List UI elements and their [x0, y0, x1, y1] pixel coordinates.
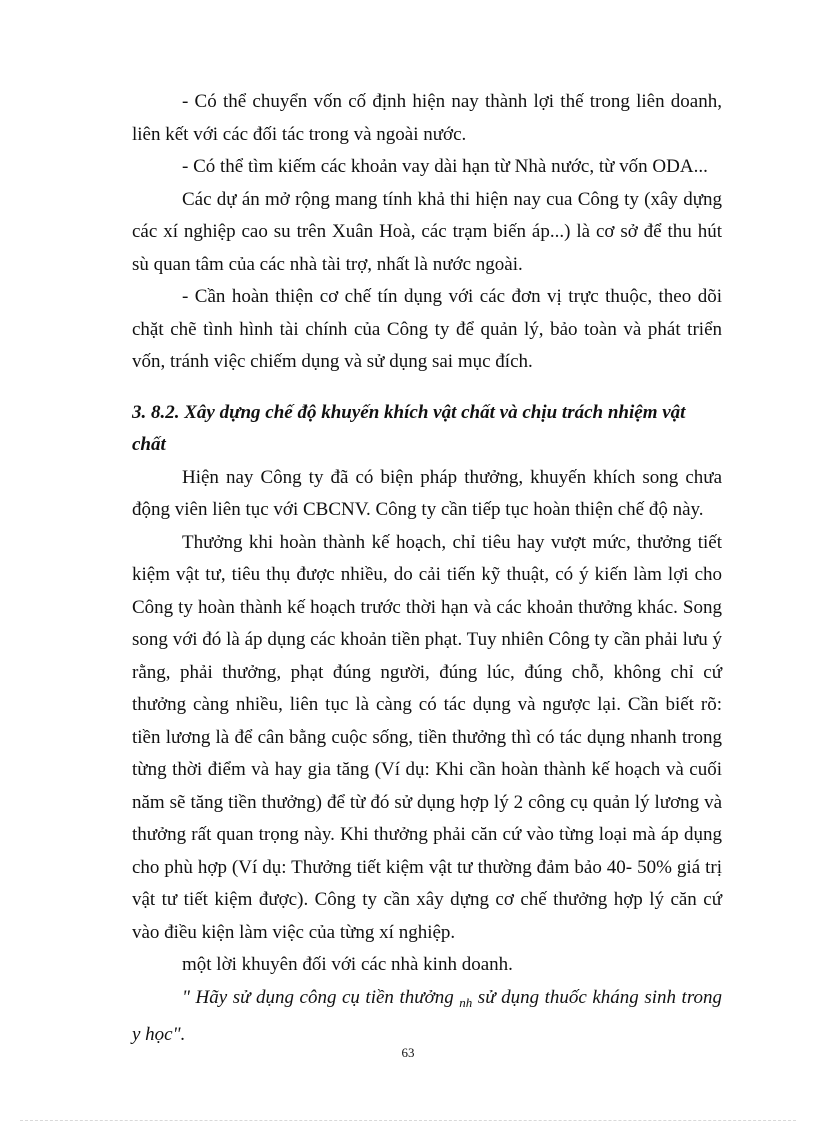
page-bottom-divider — [20, 1120, 796, 1121]
quote-text: " Hãy sử dụng công cụ tiền thưởng — [182, 986, 460, 1008]
body-paragraph: - Có thể tìm kiếm các khoản vay dài hạn từ Nhà nước, từ vốn ODA... — [182, 156, 708, 177]
body-paragraph: một lời khuyên đối với các nhà kinh doanh. — [182, 954, 513, 975]
quote-paragraph — [132, 982, 722, 1052]
section-heading: 3. 8.2. Xây dựng chế độ khuyến khích vật chất và chịu trách nhiệm vật chất — [132, 401, 686, 455]
body-paragraph: Thưởng khi hoàn thành kế hoạch, chỉ tiêu hay vượt mức, thưởng tiết kiệm vật tư, tiêu thụ được nhiều, do cải tiến kỹ thuật, có ý kiến làm lợi cho Công ty hoàn thành kế hoạch trước thời hạn và các khoản thưởng khác. Song song với đó là áp dụng các khoản tiền phạt. Tuy nhiên Công ty cần phải lưu ý rằng, phải thưởng, phạt đúng người, đúng lúc, đúng chỗ, không chỉ cứ thưởng càng nhiều, liên tục là càng có tác dụng và ngược lại. Cần biết rõ: tiền lương là để cân bằng cuộc sống, tiền thưởng thì có tác dụng nhanh trong từng thời điểm và hay gia tăng (Ví dụ: Khi cần hoàn thành kế hoạch và cuối năm sẽ tăng tiền thưởng) để từ đó sử dụng hợp lý 2 công cụ quản lý lương và thưởng rất quan trọng này. Khi thưởng phải căn cứ vào từng loại mà áp dụng cho phù hợp (Ví dụ: Thưởng tiết kiệm vật tư thường đảm bảo 40- 50% giá trị vật tư tiết kiệm được). Công ty cần xây dựng cơ chế thưởng hợp lý căn cứ vào điều kiện làm việc của từng xí nghiệp. — [132, 531, 722, 943]
body-paragraph: Hiện nay Công ty đã có biện pháp thưởng, khuyến khích song chưa động viên liên tục với CBCNV. Công ty cần tiếp tục hoàn thiện chế độ này. — [132, 466, 722, 520]
page-number: 63 — [401, 1045, 415, 1060]
quote-abbreviation: nh — [459, 994, 473, 1010]
quote-text: sử dụng thuốc kháng sinh trong y học". — [132, 986, 723, 1045]
document-body — [132, 86, 722, 1052]
body-paragraph: - Cần hoàn thiện cơ chế tín dụng với các đơn vị trực thuộc, theo dõi chặt chẽ tình hình tài chính của Công ty để quản lý, bảo toàn và phát triển vốn, tránh việc chiếm dụng và sử dụng sai mục đích. — [132, 286, 722, 372]
body-paragraph: Các dự án mở rộng mang tính khả thi hiện nay cua Công ty (xây dựng các xí nghiệp cao su trên Xuân Hoà, các trạm biến áp...) là cơ sở để thu hút sù quan tâm của các nhà tài trợ, nhất là nước ngoài. — [132, 188, 722, 275]
body-paragraph: - Có thể chuyển vốn cố định hiện nay thành lợi thế trong liên doanh, liên kết với các đối tác trong và ngoài nước. — [132, 91, 722, 145]
